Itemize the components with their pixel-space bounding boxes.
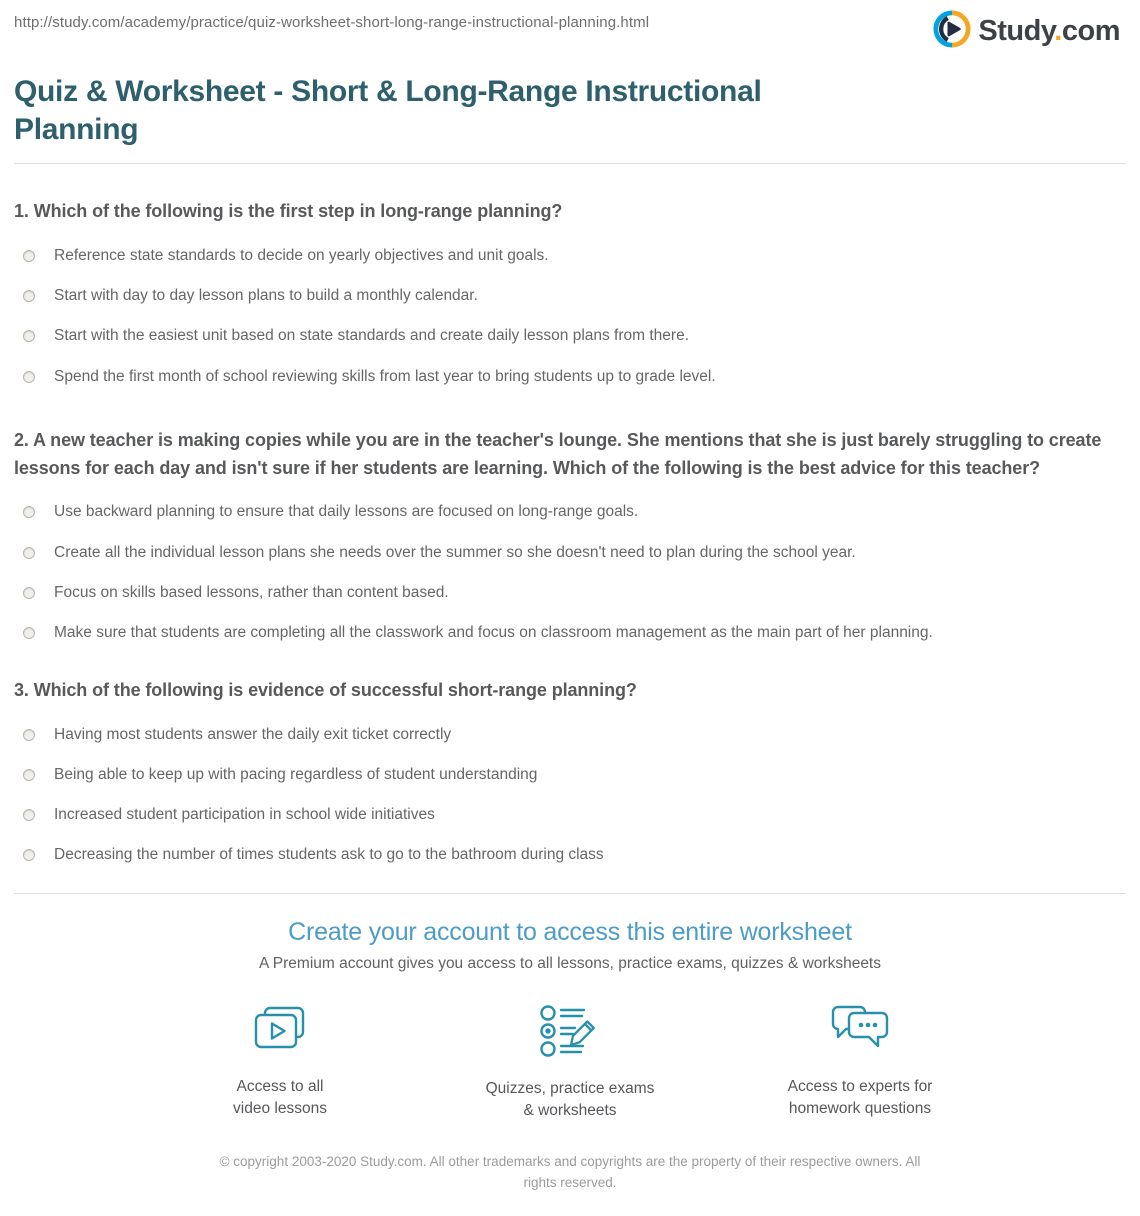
option-label: Focus on skills based lessons, rather than content based. [54, 583, 449, 601]
feature-homework-experts [740, 1003, 980, 1122]
page-title: Quiz & Worksheet - Short & Long-Range Instructional Planning [14, 75, 762, 147]
page-url-text: http://study.com/academy/practice/quiz-worksheet-short-long-range-instructional-planning.html [14, 14, 650, 31]
signup-divider [14, 893, 1126, 894]
radio-button[interactable] [23, 250, 35, 262]
radio-button[interactable] [23, 769, 35, 781]
feature-list [160, 1003, 980, 1122]
q2-answer-option-3[interactable] [14, 583, 1126, 603]
studycom-logo[interactable] [933, 10, 1120, 53]
page-header [0, 0, 1140, 53]
radio-button[interactable] [23, 809, 35, 821]
option-label: Reference state standards to decide on yearly objectives and unit goals. [54, 247, 549, 265]
radio-button[interactable] [23, 290, 35, 302]
q1-answer-option-4[interactable] [14, 367, 1126, 387]
logo-text: Study.com [978, 15, 1120, 47]
signup-section [14, 918, 1126, 1122]
video-lessons-icon [251, 1003, 309, 1057]
option-label: Create all the individual lesson plans she needs over the summer so she doesn't need to plan during the school year. [54, 543, 856, 561]
question-3-text: 3. Which of the following is evidence of successful short-range planning? [14, 679, 637, 700]
q3-answer-option-4[interactable] [14, 845, 1126, 865]
option-label: Make sure that students are completing all the classwork and focus on classroom management as the main part of her planning. [54, 623, 933, 641]
option-label: Having most students answer the daily exit ticket correctly [54, 725, 452, 743]
radio-button[interactable] [23, 330, 35, 342]
question-3-block [14, 677, 1126, 865]
option-label: Increased student participation in school wide initiatives [54, 806, 435, 824]
feature-label: Quizzes, practice exams & worksheets [485, 1080, 655, 1120]
radio-button[interactable] [23, 849, 35, 861]
copyright-text: © copyright 2003-2020 Study.com. All other trademarks and copyrights are the property of their respective owners. All rights reserved. [219, 1154, 921, 1191]
quizzes-worksheets-icon [538, 1003, 602, 1057]
radio-button[interactable] [23, 371, 35, 383]
radio-button[interactable] [23, 729, 35, 741]
question-2-text: 2. A new teacher is making copies while you are in the teacher's lounge. She mentions that she is just barely struggling to create lessons for each day and isn't sure if her students are learning. Which of the following is the best advice for this teacher? [14, 429, 1102, 478]
question-1-block [14, 198, 1126, 386]
feature-label: Access to experts for homework questions [787, 1078, 933, 1118]
question-1-text: 1. Which of the following is the first step in long-range planning? [14, 201, 563, 222]
q2-answer-option-2[interactable] [14, 543, 1126, 563]
q3-answer-option-2[interactable] [14, 765, 1126, 785]
option-label: Start with day to day lesson plans to build a monthly calendar. [54, 287, 478, 305]
q1-answer-option-1[interactable] [14, 246, 1126, 266]
radio-button[interactable] [23, 627, 35, 639]
studycom-play-logo-icon [933, 10, 971, 53]
chat-experts-icon [829, 1003, 891, 1057]
question-2-block [14, 427, 1126, 643]
signup-heading: Create your account to access this entire worksheet [288, 918, 852, 947]
feature-label: Access to all video lessons [233, 1078, 327, 1118]
radio-button[interactable] [23, 506, 35, 518]
radio-button[interactable] [23, 547, 35, 559]
q3-answer-option-3[interactable] [14, 805, 1126, 825]
option-label: Use backward planning to ensure that daily lessons are focused on long-range goals. [54, 503, 639, 521]
feature-quizzes-worksheets [450, 1003, 690, 1122]
signup-subheading: A Premium account gives you access to all lessons, practice exams, quizzes & worksheets [259, 955, 881, 973]
q2-answer-option-1[interactable] [14, 502, 1126, 522]
q1-answer-option-3[interactable] [14, 326, 1126, 346]
q2-answer-option-4[interactable] [14, 623, 1126, 643]
option-label: Spend the first month of school reviewing skills from last year to bring students up to grade level. [54, 367, 716, 385]
q3-answer-option-1[interactable] [14, 725, 1126, 745]
title-divider [14, 163, 1126, 164]
option-label: Start with the easiest unit based on state standards and create daily lesson plans from there. [54, 327, 690, 345]
option-label: Being able to keep up with pacing regardless of student understanding [54, 766, 538, 784]
feature-video-lessons [160, 1003, 400, 1122]
q1-answer-option-2[interactable] [14, 286, 1126, 306]
option-label: Decreasing the number of times students ask to go to the bathroom during class [54, 846, 604, 864]
radio-button[interactable] [23, 587, 35, 599]
